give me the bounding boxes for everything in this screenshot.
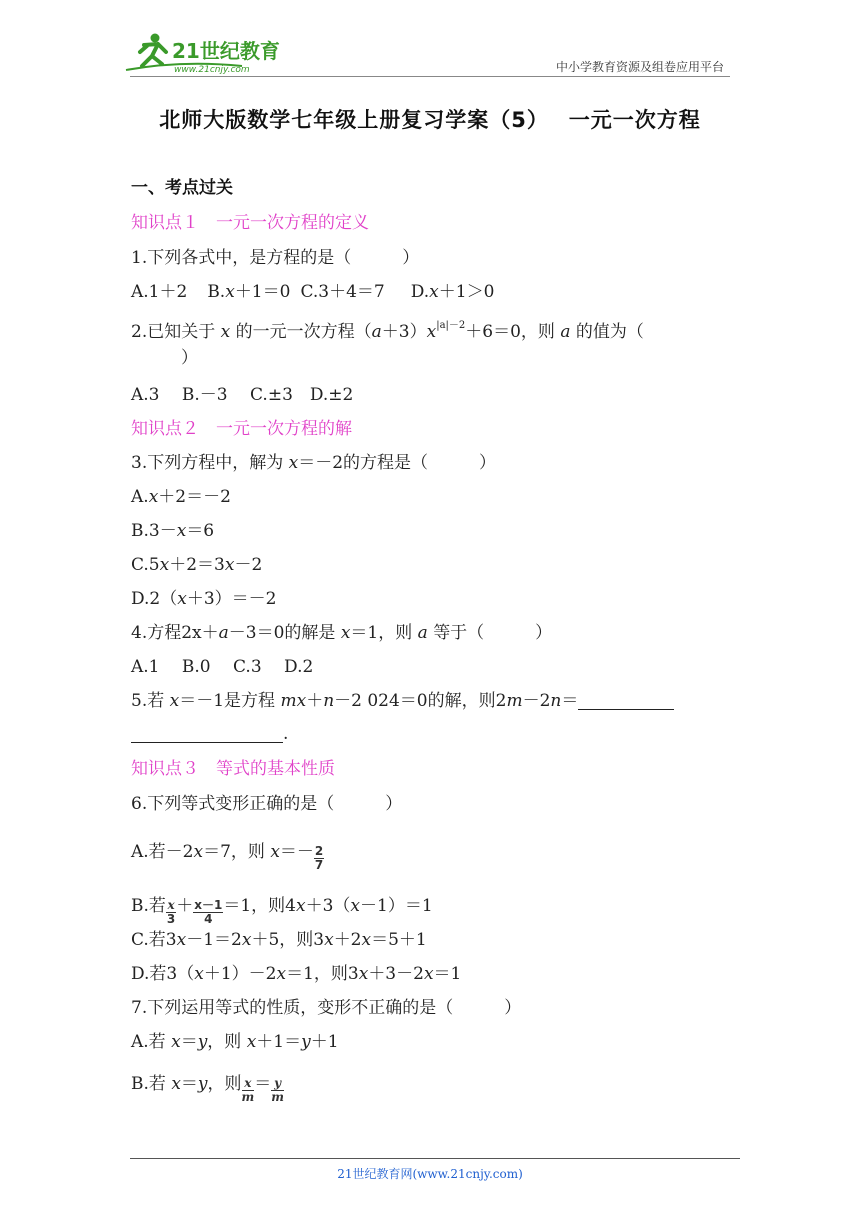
question-5: 5.若 x＝－1是方程 mx＋n－2 024＝0的解，则2m－2n＝ [131, 689, 674, 713]
question-7-option-a: A.若 x＝y，则 x＋1＝y＋1 [131, 1032, 339, 1052]
page-title: 北师大版数学七年级上册复习学案（5） 一元一次方程 [159, 108, 701, 132]
question-2-continuation: ） [147, 348, 198, 368]
question-6: 6.下列等式变形正确的是（ ） [131, 794, 403, 814]
fraction: $\frac{x-1}{4}$ [194, 898, 223, 926]
question-3-option-d: D.2（x＋3）＝－2 [131, 589, 277, 609]
fraction: $\frac{x}{m}$ [241, 1076, 255, 1104]
question-3: 3.下列方程中，解为 x＝－2的方程是（ ） [131, 453, 497, 473]
header-platform-text: 中小学教育资源及组卷应用平台 [555, 60, 724, 74]
page-header [0, 0, 860, 80]
header-divider [130, 76, 730, 77]
question-3-option-b: B.3－x＝6 [131, 521, 215, 541]
question-6-option-b: B.若 $\frac{x}{3}$ ＋ $\frac{x-1}{4}$ ＝1，则4x＋3（x－1）＝1 [131, 896, 433, 926]
question-2: 2.已知关于 x 的一元一次方程$(a+3)x^{|a|-2}+6=0$，则 a 的值为（ [131, 320, 644, 342]
question-7: 7.下列运用等式的性质，变形不正确的是（ ） [131, 998, 522, 1018]
knowledge-point-3: 知识点３ 等式的基本性质 [131, 759, 335, 779]
option-b: B.x＋1＝0 [207, 282, 291, 302]
question-6-option-a: A.若－2x＝7，则 x＝－ $\frac{2}{7}$ [131, 842, 324, 872]
exponent: |a|－2 [436, 320, 466, 331]
option-c: C.3＋4＝7 [300, 282, 385, 302]
question-6-option-c: C.若3x－1＝2x＋5，则3x＋2x＝5＋1 [131, 930, 427, 950]
site-logo [122, 30, 292, 76]
question-4-options: A.1 B.0 C.3 D.2 [131, 657, 314, 677]
knowledge-point-1: 知识点１ 一元一次方程的定义 [131, 213, 369, 233]
fraction: $\frac{x}{3}$ [166, 898, 176, 926]
question-2-options: A.3 B.－3 C.±3 D.±2 [131, 385, 354, 405]
logo-url: www.21cnjy.com [174, 65, 250, 75]
logo-text: 21世纪教育 [172, 39, 280, 63]
footer-divider [130, 1158, 740, 1159]
fraction: $\frac{2}{7}$ [314, 844, 324, 872]
question-7-option-b: B.若 x＝y，则 $\frac{x}{m}=$ $\frac{y}{m}$ [131, 1074, 284, 1104]
question-1: 1.下列各式中，是方程的是（ ） [131, 248, 420, 268]
question-1-options [131, 280, 494, 304]
answer-blank[interactable] [578, 691, 674, 710]
question-3-option-c: C.5x＋2＝3x－2 [131, 555, 263, 575]
answer-blank-continued[interactable] [131, 724, 283, 743]
section-heading: 一、考点过关 [131, 178, 233, 198]
option-d: D.x＋1＞0 [410, 282, 495, 302]
fraction: $\frac{y}{m}$ [271, 1076, 284, 1104]
question-6-option-d: D.若3（x＋1）－2x＝1，则3x＋3－2x＝1 [131, 964, 462, 984]
question-5-continuation: . [131, 722, 288, 746]
page-footer: 21世纪教育网(www.21cnjy.com) [337, 1167, 523, 1181]
option-a: A.1＋2 [131, 282, 188, 302]
question-4: 4.方程2x＋a－3＝0的解是 x＝1，则 a 等于（ ） [131, 623, 553, 643]
knowledge-point-2: 知识点２ 一元一次方程的解 [131, 419, 352, 439]
question-3-option-a: A.x＋2＝－2 [131, 487, 231, 507]
